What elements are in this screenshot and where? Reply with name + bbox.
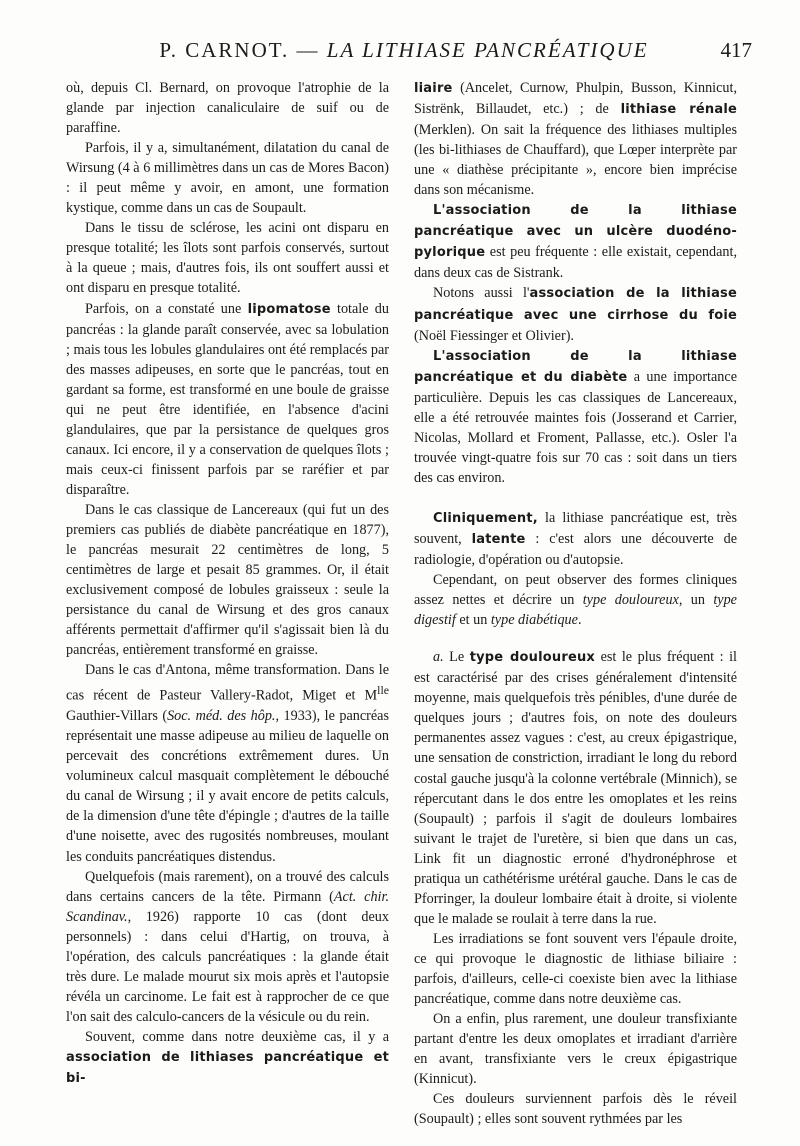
right-column	[414, 78, 737, 1129]
bold-term: latente	[471, 531, 526, 547]
italic-term: type douloureux	[582, 592, 679, 609]
bold-term: L'association de la lithiase pancréatique avec un ulcère duodéno-pylorique	[414, 203, 737, 261]
superscript: lle	[377, 683, 389, 698]
running-head	[56, 38, 752, 66]
paragraph: Parfois, on a constaté une lipomatose totale du pancréas : la glande paraît conservée, avec sa lobulation ; mais tous les lobules glandulaires ont été remplacés par des masses adipeuses, en sorte que le pancréas, tout en gardant sa forme, est transformé en une boule de graisse qui ne peut être identifiée, en l'absence d'acini glandulaires, que par la persistance de quelques gros canaux. Ici encore, il y a conservation de quelques îlots ; mais ceux-ci finissent parfois par se raréfier et par disparaître.	[66, 300, 389, 498]
paragraph: Cependant, on peut observer des formes cliniques assez nettes et décrire un type douloureux, un type digestif et un type diabétique.	[414, 572, 737, 629]
paragraph: Quelquefois (mais rarement), on a trouvé des calculs dans certains cancers de la tête. Pirmann (Act. chir. Scandinav., 1926) rapporte 10 cas (dont deux personnels) : dans celui d'Hartig, on trouva, à l'opération, des calculs pancréatiques : la glande était très dure. Le malade mourut six mois après et l'autopsie révéla un carcinome. Le fait est à rapprocher de ce que l'on sait des calculo-cancers de la vésicule ou du rein.	[66, 868, 389, 1025]
paragraph: liaire (Ancelet, Curnow, Phulpin, Busson, Kinnicut, Sistrënk, Billaudet, etc.) ; de lithiase rénale (Merklen). On sait la fréquence des lithiases multiples (les bi-lithiases de Chauffard), que Lœper interprète par une « diathèse précipitante », encore bien imprécise dans son mécanisme.	[414, 80, 738, 199]
citation: Soc. méd. des hôp.	[167, 708, 276, 725]
citation: Act. chir. Scandinav.	[66, 888, 389, 925]
italic-term: type diabétique	[490, 612, 578, 629]
paragraph: a. Le type douloureux est le plus fréquent : il est caractérisé par des crises généralement d'intensité moyenne, mais quelquefois très pénibles, d'une durée de quelques jours ; d'autres fois, on note des douleurs permanentes assez vagues : c'est, au creux épigastrique, une sensation de constriction, irradiant le long du rebord costal gauche jusqu'à la colonne vertébrale (Minnich), se répercutant dans le dos entre les omoplates et les reins (Soupault) ; parfois il s'agit de douleurs lombaires suivant le trajet de l'uretère, si bien que dans un cas, Link fit un diagnostic erroné d'hydronéphrose et pratiqua un cathétérisme urétéral gauche. Dans le cas de Pforringer, la douleur lombaire était à droite, si violente que le malade se roulait à terre dans la rue.	[414, 649, 738, 927]
bold-term: type douloureux	[469, 650, 596, 666]
paragraph: Ces douleurs surviennent parfois dès le réveil (Soupault) ; elles sont souvent rythmées par les	[414, 1091, 737, 1128]
bold-term: Cliniquement,	[433, 510, 538, 526]
paragraph: Cliniquement, la lithiase pancréatique est, très souvent, latente : c'est alors une découverte de radiologie, d'opération ou d'autopsie.	[414, 509, 737, 569]
paragraph: Dans le tissu de sclérose, les acini ont disparu en presque totalité; les îlots sont parfois conservés, surtout à la queue ; mais, d'autres fois, ils ont souffert aussi et ont disparu en presque totalité.	[66, 220, 389, 297]
paragraph: Dans le cas d'Antona, même transformation. Dans le cas récent de Pasteur Vallery-Radot, Miget et $M^{lle}$ Gauthier-Villars (Soc. méd. des hôp., 1933), le pancréas représentait une masse adipeuse au milieu de laquelle on percevait des concrétions extrêmement dures. Un volumineux calcul masquait complètement le débouché du canal de Wirsung ; il y avait encore de petits calculs, de la dimension d'une tête d'épingle ; d'autres de la taille d'une noisette, avec des rugosités nombreuses, moulant les conduits pancréatiques distendus.	[66, 662, 389, 865]
paragraph: où, depuis Cl. Bernard, on provoque l'atrophie de la glande par injection canaliculaire de suif ou de paraffine.	[66, 80, 389, 137]
title-dash: —	[296, 38, 320, 62]
paragraph: Les irradiations se font souvent vers l'épaule droite, ce qui provoque le diagnostic de lithiase biliaire : parfois, d'ailleurs, celle-ci coexiste bien avec la lithiase pancréatique, comme dans notre deuxième cas.	[414, 930, 737, 1008]
italic-term: type digestif	[414, 592, 737, 629]
paragraph: L'association de la lithiase pancréatique et du diabète a une importance particulière. Depuis les cas classiques de Lancereaux, elle a été retrouvée maintes fois (Josserand et Carrier, Nicolas, Mollard et Froment, Pallasse, etc.). Osler l'a trouvée vingt-quatre fois sur 70 cas : soit dans un tiers des cas environ.	[414, 348, 737, 486]
bold-term: liaire	[414, 81, 453, 96]
author: P. CARNOT.	[159, 38, 290, 62]
page-number: 417	[720, 38, 752, 62]
bold-term: association de la lithiase pancréatique avec une cirrhose du foie	[414, 286, 737, 323]
paragraph: L'association de la lithiase pancréatique avec un ulcère duodéno-pylorique est peu fréquente : elle existait, cependant, dans deux cas de Sistrank.	[414, 203, 737, 282]
paragraph: Notons aussi l'association de la lithiase pancréatique avec une cirrhose du foie (Noël Fiessinger et Olivier).	[414, 285, 737, 344]
paragraph: Souvent, comme dans notre deuxième cas, il y a association de lithiases pancréatique et bi-	[66, 1028, 389, 1087]
left-column	[66, 78, 389, 1089]
paragraph: Dans le cas classique de Lancereaux (qui fut un des premiers cas publiés de diabète pancréatique en 1877), le pancréas mesurait 22 centimètres de long, 5 centimètres de large et pesait 85 grammes. Or, il était exclusivement composé de lobules graisseux : seule la persistance du canal de Wirsung et des gros canaux afférents permettait d'affirmer qu'il s'agissait bien là du pancréas, entièrement transformé en graisse.	[66, 501, 389, 659]
bold-term: L'association de la lithiase pancréatique et du diabète	[414, 348, 737, 385]
book-title: LA LITHIASE PANCRÉATIQUE	[326, 38, 649, 62]
paragraph: On a enfin, plus rarement, une douleur transfixiante partant d'entre les deux omoplates et irradiant d'arrière en avant, transfixiante vers le creux épigastrique (Kinnicut).	[414, 1011, 737, 1088]
running-title	[56, 38, 752, 63]
bold-term: lithiase rénale	[620, 102, 738, 118]
list-marker: a.	[433, 649, 444, 666]
bold-term: lipomatose	[247, 301, 331, 317]
bold-term: association de lithiases pancréatique et bi-	[66, 1049, 389, 1087]
paragraph: Parfois, il y a, simultanément, dilatation du canal de Wirsung (4 à 6 millimètres dans un cas de Mores Bacon) : il peut même y avoir, en amont, une formation kystique, comme dans un cas de Soupault.	[66, 140, 389, 217]
